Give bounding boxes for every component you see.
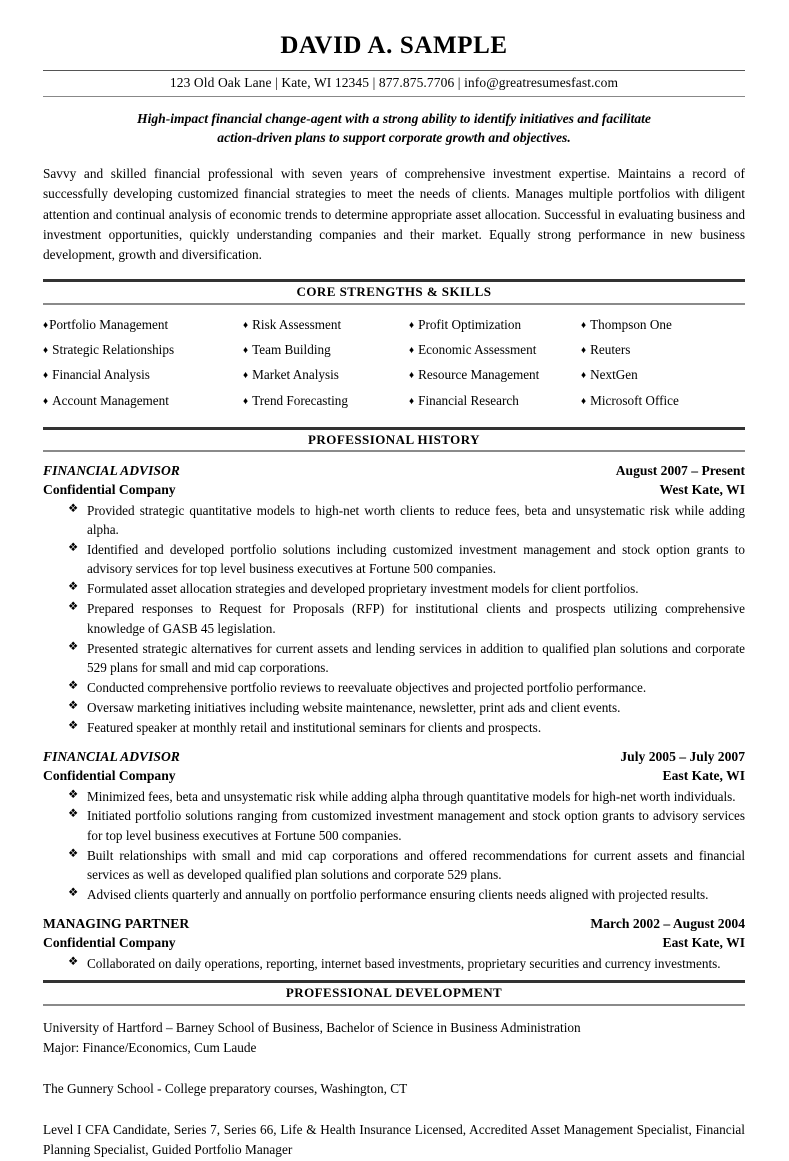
diamond-icon: ♦: [243, 344, 249, 356]
job-entry: [43, 748, 745, 904]
skill-label: Portfolio Management: [49, 316, 169, 332]
diamond-icon: ♦: [243, 319, 249, 331]
bullet-diamond-icon: ❖: [68, 679, 79, 692]
core-strengths-grid: [43, 312, 745, 413]
skill-item: [581, 362, 745, 387]
job-bullet: [43, 718, 745, 737]
skill-label: NextGen: [590, 367, 638, 383]
job-bullet: [43, 885, 745, 904]
job-title-row: [43, 462, 745, 481]
bullet-diamond-icon: ❖: [68, 699, 79, 712]
skill-label: Strategic Relationships: [52, 341, 175, 357]
diamond-icon: ♦: [243, 395, 249, 407]
skill-item: [243, 388, 409, 413]
skill-label: Resource Management: [418, 367, 540, 383]
job-title: FINANCIAL ADVISOR: [43, 749, 180, 765]
education-entry: [43, 1079, 745, 1099]
job-location: East Kate, WI: [662, 767, 745, 783]
job-bullet-list: [43, 501, 745, 737]
skill-item: [409, 312, 581, 337]
bullet-diamond-icon: ❖: [68, 955, 79, 968]
diamond-icon: ♦: [243, 370, 249, 382]
objective-line-2: action-driven plans to support corporate growth and objectives.: [217, 129, 571, 145]
section-header-professional-history: [43, 427, 745, 452]
bullet-diamond-icon: ❖: [68, 601, 79, 614]
section-title-core-strengths: CORE STRENGTHS & SKILLS: [296, 284, 492, 300]
diamond-icon: ♦: [581, 344, 587, 356]
section-rule-bottom: [43, 303, 745, 305]
resume-header: [43, 32, 745, 147]
bullet-text: Collaborated on daily operations, reporting, internet based investments, proprietary securities and currency investments.: [87, 955, 721, 971]
skill-label: Team Building: [252, 341, 331, 357]
skill-label: Microsoft Office: [590, 392, 679, 408]
header-rule-bottom: [43, 96, 745, 97]
skill-item: [409, 362, 581, 387]
education-degree: University of Hartford – Barney School of Business, Bachelor of Science in Business Administration: [43, 1019, 581, 1035]
bullet-text: Featured speaker at monthly retail and institutional seminars for clients and prospects.: [87, 719, 542, 735]
skill-item: [243, 362, 409, 387]
job-company-row: [43, 767, 745, 786]
professional-summary: Savvy and skilled financial professional with seven years of comprehensive investment expertise. Maintains a record of successfully developing customized financial strategies to meet the needs of clients. Manages multiple portfolios with diligent attention and continual analysis of economic trends to determine appropriate asset allocation. Successful in evaluating business and investment opportunities, quickly understanding companies and their market. Equally strong performance in new business development, growth and diversification.: [43, 166, 745, 263]
job-bullet: [43, 954, 745, 973]
objective-line-1: High-impact financial change-agent with a strong ability to identify initiatives and facilitate: [137, 110, 651, 126]
job-bullet: [43, 579, 745, 598]
job-title-row: [43, 915, 745, 934]
skill-label: Trend Forecasting: [252, 392, 348, 408]
section-rule-bottom: [43, 1004, 745, 1006]
skill-item: [243, 337, 409, 362]
skill-label: Financial Research: [418, 392, 519, 408]
job-bullet: [43, 599, 745, 638]
certifications-entry: [43, 1120, 745, 1160]
job-bullet: [43, 806, 745, 845]
job-title-row: [43, 748, 745, 767]
job-dates: July 2005 – July 2007: [620, 749, 745, 765]
section-title-professional-history: PROFESSIONAL HISTORY: [308, 431, 480, 447]
job-company-row: [43, 481, 745, 500]
bullet-text: Provided strategic quantitative models to high-net worth clients to reduce fees, beta and unsystematic risk while adding alpha.: [87, 502, 745, 538]
bullet-diamond-icon: ❖: [68, 541, 79, 554]
diamond-icon: ♦: [409, 370, 415, 382]
objective-statement: [43, 109, 745, 148]
bullet-text: Formulated asset allocation strategies and developed proprietary investment models for client portfolios.: [87, 581, 639, 597]
job-company: Confidential Company: [43, 481, 176, 497]
job-bullet-list: [43, 787, 745, 905]
skill-label: Risk Assessment: [252, 316, 342, 332]
job-bullet: [43, 787, 745, 806]
skill-item: [409, 337, 581, 362]
certifications-list: Level I CFA Candidate, Series 7, Series 66, Life & Health Insurance Licensed, Accredited Asset Management Specialist, Financial Planning Specialist, Guided Portfolio Manager: [43, 1122, 745, 1158]
diamond-icon: ♦: [43, 344, 49, 356]
diamond-icon: ♦: [43, 395, 49, 407]
diamond-icon: ♦: [43, 370, 49, 382]
job-company: Confidential Company: [43, 935, 176, 951]
diamond-icon: ♦: [43, 319, 49, 331]
skill-item: [581, 337, 745, 362]
contact-line: 123 Old Oak Lane | Kate, WI 12345 | 877.875.7706 | info@greatresumesfast.com: [169, 74, 619, 90]
diamond-icon: ♦: [581, 319, 587, 331]
skill-label: Reuters: [590, 341, 631, 357]
job-location: West Kate, WI: [659, 481, 745, 497]
section-title-professional-development: PROFESSIONAL DEVELOPMENT: [285, 985, 503, 1001]
section-rule-bottom: [43, 450, 745, 452]
skill-label: Thompson One: [590, 316, 672, 332]
diamond-icon: ♦: [581, 395, 587, 407]
skill-item: [43, 337, 243, 362]
diamond-icon: ♦: [409, 319, 415, 331]
bullet-text: Advised clients quarterly and annually on portfolio performance ensuring clients needs aligned with projected results.: [87, 887, 709, 903]
diamond-icon: ♦: [409, 395, 415, 407]
professional-development-body: [43, 1018, 745, 1161]
job-title: FINANCIAL ADVISOR: [43, 463, 180, 479]
bullet-diamond-icon: ❖: [68, 640, 79, 653]
candidate-name: DAVID A. SAMPLE: [280, 32, 508, 59]
job-dates: August 2007 – Present: [615, 463, 745, 479]
bullet-diamond-icon: ❖: [68, 581, 79, 594]
bullet-diamond-icon: ❖: [68, 808, 79, 821]
bullet-text: Identified and developed portfolio solutions including customized investment management and stock option grants to advisory services for top level business executives at Fortune 500 companies.: [87, 541, 745, 577]
skill-label: Financial Analysis: [52, 367, 150, 383]
job-entry: [43, 915, 745, 973]
job-bullet: [43, 540, 745, 579]
skill-item: [243, 312, 409, 337]
education-major: Major: Finance/Economics, Cum Laude: [43, 1039, 257, 1055]
bullet-diamond-icon: ❖: [68, 719, 79, 732]
job-location: East Kate, WI: [662, 935, 745, 951]
job-dates: March 2002 – August 2004: [590, 916, 745, 932]
diamond-icon: ♦: [409, 344, 415, 356]
bullet-text: Presented strategic alternatives for current assets and lending services in addition to qualified plan solutions and corporate 529 plans for small and mid cap corporations.: [87, 640, 745, 675]
job-company-row: [43, 934, 745, 953]
skill-item: [43, 312, 243, 337]
skill-label: Economic Assessment: [418, 341, 537, 357]
job-bullet-list: [43, 954, 745, 973]
bullet-text: Oversaw marketing initiatives including website maintenance, newsletter, print ads and client events.: [87, 699, 621, 715]
bullet-text: Built relationships with small and mid cap corporations and offered recommendations for current assets and financial services as well as developed qualified plan solutions and corporate 529 plans.: [87, 847, 745, 883]
job-company: Confidential Company: [43, 767, 176, 783]
skill-item: [581, 388, 745, 413]
bullet-text: Conducted comprehensive portfolio reviews to reevaluate objectives and projected portfolio performance.: [87, 679, 647, 695]
diamond-icon: ♦: [581, 370, 587, 382]
job-bullet: [43, 698, 745, 717]
bullet-diamond-icon: ❖: [68, 502, 79, 515]
skill-label: Profit Optimization: [418, 316, 522, 332]
job-bullet: [43, 501, 745, 540]
job-title: MANAGING PARTNER: [43, 916, 190, 932]
job-entry: [43, 462, 745, 737]
skill-item: [43, 388, 243, 413]
bullet-diamond-icon: ❖: [68, 847, 79, 860]
bullet-diamond-icon: ❖: [68, 788, 79, 801]
skill-label: Account Management: [52, 392, 169, 408]
job-bullet: [43, 846, 745, 885]
bullet-text: Minimized fees, beta and unsystematic risk while adding alpha through quantitative models for high-net worth individuals.: [87, 788, 736, 804]
skill-item: [43, 362, 243, 387]
section-header-professional-development: [43, 980, 745, 1005]
section-header-core-strengths: [43, 279, 745, 304]
bullet-text: Prepared responses to Request for Proposals (RFP) for institutional clients and prospects utilizing comprehensive knowledge of GASB 45 legislation.: [87, 601, 745, 636]
skill-item: [581, 312, 745, 337]
education-entry: [43, 1018, 745, 1058]
skill-label: Market Analysis: [252, 367, 339, 383]
education-school: The Gunnery School - College preparatory courses, Washington, CT: [43, 1081, 408, 1097]
skill-item: [409, 388, 581, 413]
bullet-diamond-icon: ❖: [68, 887, 79, 900]
bullet-text: Initiated portfolio solutions ranging from customized investment management and stock option grants to advisory services for top level business executives at Fortune 500 companies.: [87, 808, 745, 843]
job-bullet: [43, 639, 745, 678]
job-bullet: [43, 678, 745, 697]
